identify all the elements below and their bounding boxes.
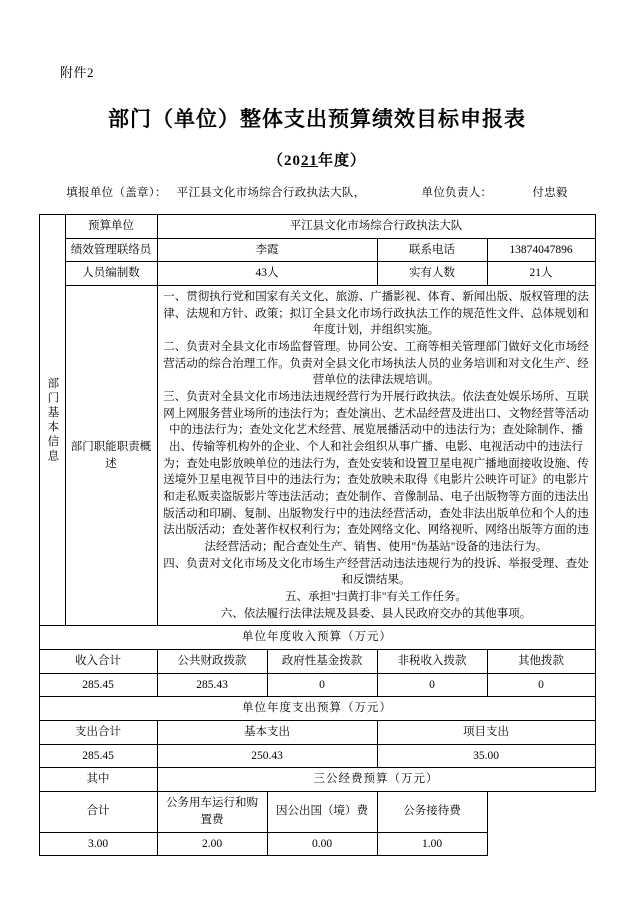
income-section-title: 单位年度收入预算（万元）	[39, 626, 595, 650]
table-row	[39, 286, 595, 626]
income-value-public-finance: 285.43	[157, 673, 267, 697]
staff-quota-value: 43人	[157, 262, 377, 286]
performance-target-table	[39, 214, 596, 856]
expense-header-basic: 基本支出	[157, 721, 377, 745]
expense-header-project: 项目支出	[377, 721, 595, 745]
table-row	[39, 262, 595, 286]
section-vertical-label	[39, 215, 65, 626]
table-row	[39, 215, 595, 239]
liaison-value: 李霞	[157, 238, 377, 262]
income-value-total: 285.45	[39, 673, 157, 697]
three-public-header-total: 合计	[39, 792, 157, 832]
duty-paragraph: 三、负责对全县文化市场违法违规经营行为开展行政执法。依法查处娱乐场所、互联网上网服务营业场所的违法行为；查处演出、艺术品经营及进出口、文物经营等活动中的违法行为；查处文化艺术经营、展览展播活动中的违法行为；查处除制作、播出、传输等机构外的企业、个人和社会组织从事广播、电影、电视活动中的违法行为；查处电影放映单位的违法行为，查处安装和设置卫星电视广播地面接收设施、传送境外卫星电视节目中的违法行为；查处放映未取得《电影片公映许可证》的电影片和走私贩卖盗版影片等违法活动；查处制作、音像制品、电子出版物等方面的违法出版活动和印刷、复制、出版物发行中的违法经营活动，查处非法出版单位和个人的违法出版活动；查处著作权权利行为；查处网络文化、网络视听、网络出版等方面的违法经营活动；配合查处生产、销售、使用"伪基站"设备的违法行为。	[163, 391, 589, 554]
phone-label: 联系电话	[377, 238, 487, 262]
three-public-value-total: 3.00	[39, 832, 157, 856]
page-title: 部门（单位）整体支出预算绩效目标申报表	[108, 107, 526, 131]
duty-paragraph: 四、负责对文化市场及文化市场生产经营活动违法违规行为的投诉、举报受理、查处和反馈结果。	[163, 557, 589, 587]
income-header-total: 收入合计	[39, 650, 157, 674]
table-row	[39, 832, 595, 856]
expense-header-total: 支出合计	[39, 721, 157, 745]
table-row	[39, 697, 595, 721]
three-public-value-abroad: 0.00	[267, 832, 377, 856]
three-public-row-label: 其中	[39, 768, 157, 792]
liaison-label: 绩效管理联络员	[65, 238, 157, 262]
table-row	[39, 768, 595, 792]
expense-value-total: 285.45	[39, 744, 157, 768]
unit-leader-label: 单位负责人：	[421, 187, 493, 199]
duty-paragraph: 二、负责对全县文化市场监督管理。协同公安、工商等相关管理部门做好文化市场经营活动的综合治理工作。负责对全县文化市场执法人员的业务培训和对文化生产、经营单位的法律法规培训。	[163, 341, 589, 387]
fill-info-row	[38, 184, 596, 200]
actual-staff-label: 实有人数	[377, 262, 487, 286]
unit-leader-value: 付忠毅	[532, 187, 568, 199]
table-row	[39, 673, 595, 697]
year-suffix: 年度）	[318, 153, 367, 169]
table-row	[39, 721, 595, 745]
table-row	[39, 626, 595, 650]
duty-paragraph: 六、依法履行法律法规及县委、县人民政府交办的其他事项。	[220, 607, 532, 620]
income-header-non-tax: 非税收入拨款	[377, 650, 487, 674]
income-value-non-tax: 0	[377, 673, 487, 697]
duty-paragraph: 五、承担"扫黄打非"有关工作任务。	[285, 591, 467, 604]
section-vertical-label-text: 部门基本信息	[46, 376, 59, 464]
income-header-gov-fund: 政府性基金拨款	[267, 650, 377, 674]
three-public-value-reception: 1.00	[377, 832, 487, 856]
expense-value-project: 35.00	[377, 744, 595, 768]
expense-section-title: 单位年度支出预算（万元）	[39, 697, 595, 721]
fill-unit-label: 填报单位（盖章）：	[66, 187, 167, 199]
duty-text	[157, 286, 595, 626]
document-year	[38, 149, 596, 170]
three-public-section-title: 三公经费预算（万元）	[157, 768, 595, 792]
table-row	[39, 650, 595, 674]
attachment-label: 附件2	[60, 65, 95, 80]
income-header-public-finance: 公共财政拨款	[157, 650, 267, 674]
income-value-gov-fund: 0	[267, 673, 377, 697]
phone-value: 13874047896	[487, 238, 595, 262]
actual-staff-value: 21人	[487, 262, 595, 286]
year-prefix: （20	[267, 153, 301, 169]
table-row	[39, 238, 595, 262]
three-public-header-reception: 公务接待费	[377, 792, 487, 832]
fill-unit-value: 平江县文化市场综合行政执法大队，	[176, 187, 366, 199]
three-public-header-vehicle: 公务用车运行和购置费	[157, 792, 267, 832]
three-public-header-abroad: 因公出国（境）费	[267, 792, 377, 832]
staff-quota-label: 人员编制数	[65, 262, 157, 286]
budget-unit-label: 预算单位	[65, 215, 157, 239]
duty-label: 部门职能职责概述	[65, 286, 157, 626]
table-row	[39, 744, 595, 768]
income-value-other: 0	[487, 673, 595, 697]
three-public-value-vehicle: 2.00	[157, 832, 267, 856]
expense-value-basic: 250.43	[157, 744, 377, 768]
duty-paragraph: 一、贯彻执行党和国家有关文化、旅游、广播影视、体育、新闻出版、版权管理的法律、法规和方针、政策；拟订全县文化市场行政执法工作的规范性文件、总体规划和年度计划，并组织实施。	[163, 291, 589, 337]
year-value: 21	[301, 153, 318, 169]
budget-unit-value: 平江县文化市场综合行政执法大队	[157, 215, 595, 239]
table-row	[39, 792, 595, 832]
income-header-other: 其他拨款	[487, 650, 595, 674]
